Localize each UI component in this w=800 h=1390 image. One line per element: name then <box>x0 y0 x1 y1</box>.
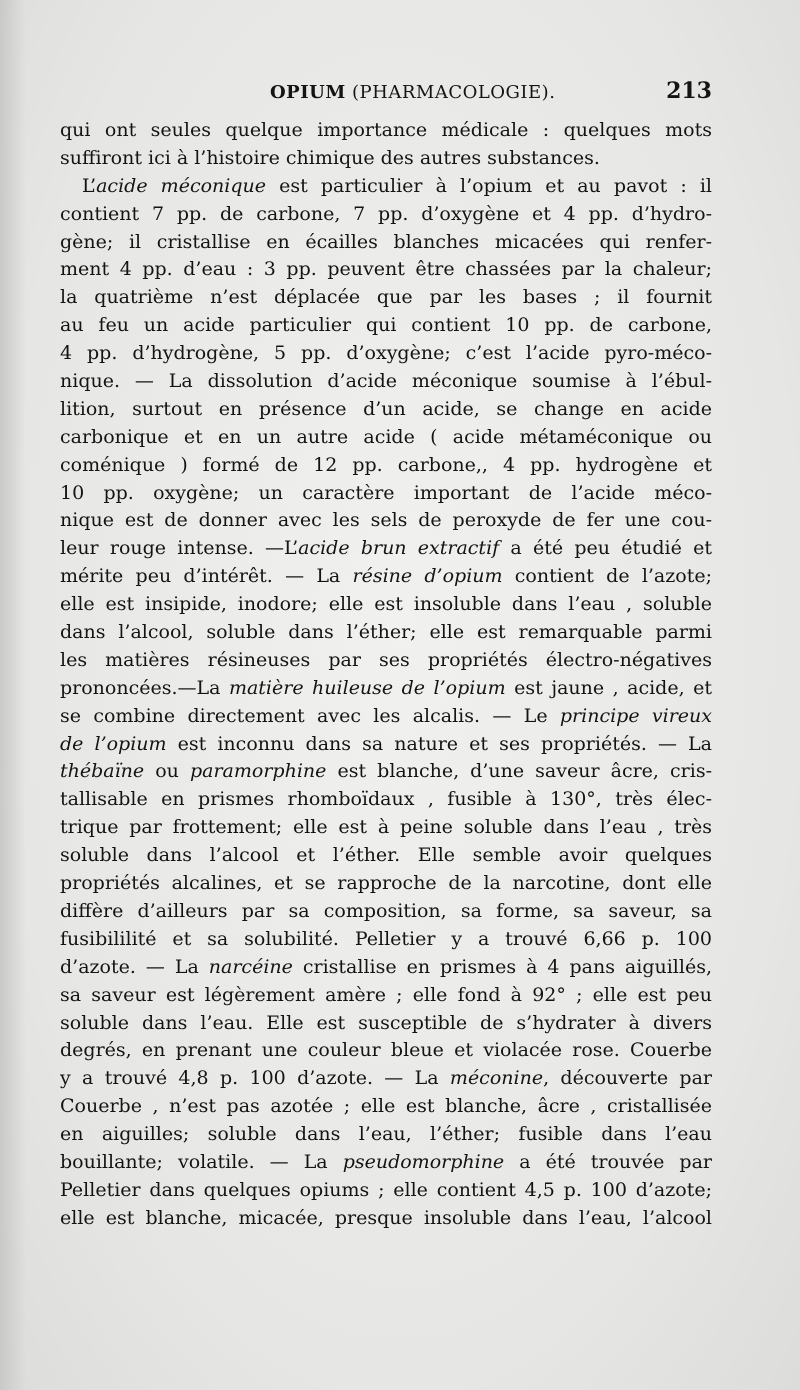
page-number: 213 <box>666 78 712 104</box>
text-fragment: coménique ) formé de 12 pp. carbone,, 4 pp. hydrogène et <box>60 453 712 476</box>
text-line <box>60 507 712 535</box>
text-fragment: contient de l’azote; <box>502 565 712 588</box>
text-line <box>60 1205 712 1233</box>
text-fragment: en aiguilles; soluble dans l’eau, l’éther; fusible dans l’eau <box>60 1123 712 1146</box>
text-fragment: leur rouge intense. —L’ <box>60 537 299 560</box>
italic-term: méconine <box>449 1067 544 1090</box>
text-fragment: a été trouvée par <box>504 1150 712 1173</box>
text-fragment: cristallise en prismes à 4 pans aiguillés, <box>292 955 712 978</box>
text-line <box>60 647 712 675</box>
text-fragment: 10 pp. oxygène; un caractère important de l’acide méco- <box>60 481 712 504</box>
italic-term: résine d’opium <box>352 565 503 588</box>
text-fragment: Pelletier dans quelques opiums ; elle contient 4,5 p. 100 d’azote; <box>60 1178 712 1201</box>
text-line <box>60 842 712 870</box>
text-fragment: L’ <box>82 174 97 197</box>
text-fragment: gène; il cristallise en écailles blanches micacées qui renfer- <box>60 230 712 253</box>
text-line <box>60 563 712 591</box>
text-fragment: soluble dans l’alcool et l’éther. Elle semble avoir quelques <box>60 844 712 867</box>
text-fragment: elle est blanche, micacée, presque insoluble dans l’eau, l’alcool <box>60 1206 712 1229</box>
italic-term: principe vireux <box>559 704 712 727</box>
text-fragment: mérite peu d’intérêt. — La <box>60 565 353 588</box>
text-line <box>60 368 712 396</box>
text-line <box>60 619 712 647</box>
text-fragment: suffiront ici à l’histoire chimique des autres substances. <box>60 146 600 169</box>
text-line <box>60 870 712 898</box>
italic-term: acide brun extractif <box>298 537 500 560</box>
text-line <box>60 117 712 145</box>
running-title <box>270 82 555 103</box>
text-line <box>60 1121 712 1149</box>
text-fragment: sa saveur est légèrement amère ; elle fond à 92° ; elle est peu <box>60 983 712 1006</box>
text-line <box>60 312 712 340</box>
text-line <box>60 1093 712 1121</box>
text-fragment: propriétés alcalines, et se rapproche de la narcotine, dont elle <box>60 872 712 895</box>
text-fragment: elle est insipide, inodore; elle est insoluble dans l’eau , soluble <box>60 593 712 616</box>
text-fragment: ment 4 pp. d’eau : 3 pp. peuvent être chassées par la chaleur; <box>60 258 712 281</box>
text-line <box>60 452 712 480</box>
text-fragment: , découverte par <box>543 1067 712 1090</box>
text-line <box>60 703 712 731</box>
text-fragment: au feu un acide particulier qui contient 10 pp. de carbone, <box>60 314 712 337</box>
text-fragment: ou <box>144 760 190 783</box>
text-fragment: degrés, en prenant une couleur bleue et violacée rose. Couerbe <box>60 1039 712 1062</box>
text-line <box>60 591 712 619</box>
text-line <box>60 396 712 424</box>
italic-term: de l’opium <box>60 732 167 755</box>
text-fragment: se combine directement avec les alcalis. — Le <box>60 704 560 727</box>
body-text <box>60 117 712 1233</box>
text-fragment: a été peu étudié et <box>499 537 712 560</box>
running-title-main: OPIUM <box>270 82 346 103</box>
text-fragment: 4 pp. d’hydrogène, 5 pp. d’oxygène; c’est l’acide pyro-méco- <box>60 342 712 365</box>
text-line <box>60 480 712 508</box>
text-fragment: diffère d’ailleurs par sa composition, sa forme, sa saveur, sa <box>60 899 712 922</box>
text-fragment: trique par frottement; elle est à peine soluble dans l’eau , très <box>60 816 712 839</box>
text-fragment: soluble dans l’eau. Elle est susceptible de s’hydrater à divers <box>60 1011 712 1034</box>
text-line <box>60 284 712 312</box>
italic-term: acide méconique <box>96 174 266 197</box>
text-line <box>60 256 712 284</box>
text-fragment: y a trouvé 4,8 p. 100 d’azote. — La <box>60 1067 450 1090</box>
text-line <box>60 786 712 814</box>
running-title-subtitle: (PHARMACOLOGIE). <box>352 82 556 103</box>
text-line <box>60 201 712 229</box>
italic-term: paramorphine <box>189 760 327 783</box>
text-fragment: nique. — La dissolution d’acide méconique soumise à l’ébul- <box>60 370 712 393</box>
text-line <box>60 535 712 563</box>
text-fragment: est jaune , acide, et <box>505 676 712 699</box>
text-fragment: fusibililité et sa solubilité. Pelletier y a trouvé 6,66 p. 100 <box>60 927 712 950</box>
page-gutter-shadow <box>0 0 26 1390</box>
text-fragment: bouillante; volatile. — La <box>60 1150 343 1173</box>
text-line <box>60 982 712 1010</box>
text-fragment: les matières résineuses par ses propriétés électro-négatives <box>60 648 712 671</box>
text-fragment: Couerbe , n’est pas azotée ; elle est blanche, âcre , cristallisée <box>60 1095 712 1118</box>
text-line <box>60 229 712 257</box>
text-line <box>60 424 712 452</box>
text-fragment: est inconnu dans sa nature et ses propriétés. — La <box>166 732 712 755</box>
text-line <box>60 173 712 201</box>
italic-term: pseudomorphine <box>342 1150 505 1173</box>
text-line <box>60 1065 712 1093</box>
text-fragment: qui ont seules quelque importance médicale : quelques mots <box>60 119 712 141</box>
text-fragment: est particulier à l’opium et au pavot : il <box>265 174 712 197</box>
text-line <box>60 340 712 368</box>
text-line <box>60 758 712 786</box>
italic-term: thébaïne <box>60 760 145 783</box>
text-fragment: la quatrième n’est déplacée que par les bases ; il fournit <box>60 286 712 309</box>
text-line <box>60 954 712 982</box>
text-fragment: dans l’alcool, soluble dans l’éther; elle est remarquable parmi <box>60 621 712 644</box>
text-fragment: lition, surtout en présence d’un acide, se change en acide <box>60 397 712 420</box>
italic-term: matière huileuse de l’opium <box>228 676 506 699</box>
text-fragment: nique est de donner avec les sels de peroxyde de fer une cou- <box>60 509 712 532</box>
text-line <box>60 1149 712 1177</box>
text-line <box>60 814 712 842</box>
running-head <box>60 78 712 112</box>
text-line <box>60 926 712 954</box>
text-line <box>60 731 712 759</box>
text-fragment: contient 7 pp. de carbone, 7 pp. d’oxygène et 4 pp. d’hydro- <box>60 202 712 225</box>
text-fragment: d’azote. — La <box>60 955 209 978</box>
text-line <box>60 1010 712 1038</box>
text-line <box>60 145 712 173</box>
text-fragment: carbonique et en un autre acide ( acide métaméconique ou <box>60 425 712 448</box>
text-fragment: prononcées.—La <box>60 676 229 699</box>
italic-term: narcéine <box>208 955 293 978</box>
text-fragment: est blanche, d’une saveur âcre, cris- <box>326 760 712 783</box>
text-line <box>60 1177 712 1205</box>
text-line <box>60 898 712 926</box>
text-line <box>60 1037 712 1065</box>
text-fragment: tallisable en prismes rhomboïdaux , fusible à 130°, très élec- <box>60 788 712 811</box>
text-line <box>60 675 712 703</box>
